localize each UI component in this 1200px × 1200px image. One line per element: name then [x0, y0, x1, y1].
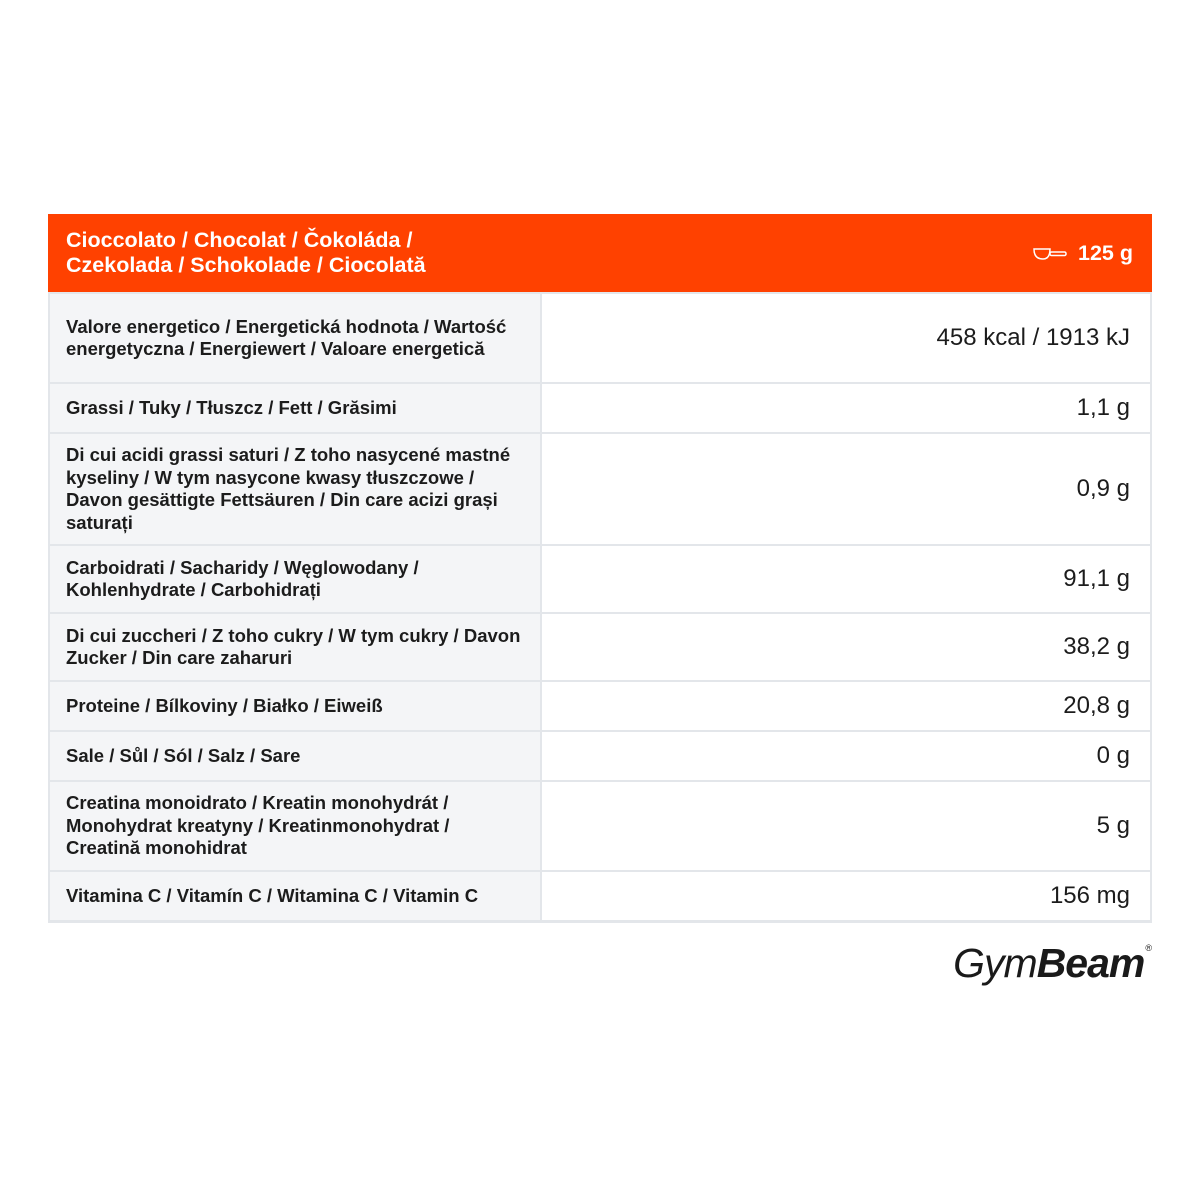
nutrient-label: Carboidrati / Sacharidy / Węglowodany / Kohlenhydrate / Carbohidrați [48, 546, 542, 612]
logo-text-gym: Gym [953, 940, 1037, 986]
nutrient-label: Grassi / Tuky / Tłuszcz / Fett / Grăsimi [48, 384, 542, 432]
registered-mark: ® [1145, 943, 1152, 953]
nutrient-label: Di cui acidi grassi saturi / Z toho nasycené mastné kyseliny / W tym nasycone kwasy tłuszczowe / Davon gesättigte Fettsäuren / Din care acizi grași saturați [48, 434, 542, 544]
table-header [48, 214, 1152, 292]
nutrient-value: 38,2 g [542, 614, 1152, 680]
table-row [48, 780, 1152, 870]
nutrition-table [48, 214, 1152, 923]
table-row [48, 612, 1152, 680]
nutrient-value: 156 mg [542, 872, 1152, 920]
table-row [48, 292, 1152, 382]
nutrient-value: 458 kcal / 1913 kJ [542, 294, 1152, 382]
flavor-title: Cioccolato / Chocolat / Čokoláda / Czekolada / Schokolade / Ciocolată [66, 228, 426, 277]
logo-text-beam: Beam [1036, 940, 1145, 986]
table-row [48, 432, 1152, 544]
nutrient-label: Valore energetico / Energetická hodnota / Wartość energetyczna / Energiewert / Valoare energetică [48, 294, 542, 382]
nutrient-label: Sale / Sůl / Sól / Salz / Sare [48, 732, 542, 780]
table-row [48, 730, 1152, 780]
table-row [48, 680, 1152, 730]
table-row [48, 870, 1152, 920]
nutrient-value: 1,1 g [542, 384, 1152, 432]
nutrient-value: 0,9 g [542, 434, 1152, 544]
serving-size [1032, 241, 1133, 266]
gymbeam-logo [953, 938, 1152, 988]
nutrient-label: Vitamina C / Vitamín C / Witamina C / Vitamin C [48, 872, 542, 920]
table-row [48, 382, 1152, 432]
nutrient-label: Creatina monoidrato / Kreatin monohydrát / Monohydrat kreatyny / Kreatinmonohydrat / Creatină monohidrat [48, 782, 542, 870]
scoop-icon [1032, 244, 1068, 262]
nutrient-label: Di cui zuccheri / Z toho cukry / W tym cukry / Davon Zucker / Din care zaharuri [48, 614, 542, 680]
nutrient-value: 91,1 g [542, 546, 1152, 612]
nutrient-value: 20,8 g [542, 682, 1152, 730]
nutrient-label: Proteine / Bílkoviny / Białko / Eiweiß [48, 682, 542, 730]
serving-size-value: 125 g [1078, 240, 1133, 265]
nutrient-value: 0 g [542, 732, 1152, 780]
nutrient-value: 5 g [542, 782, 1152, 870]
table-row [48, 544, 1152, 612]
